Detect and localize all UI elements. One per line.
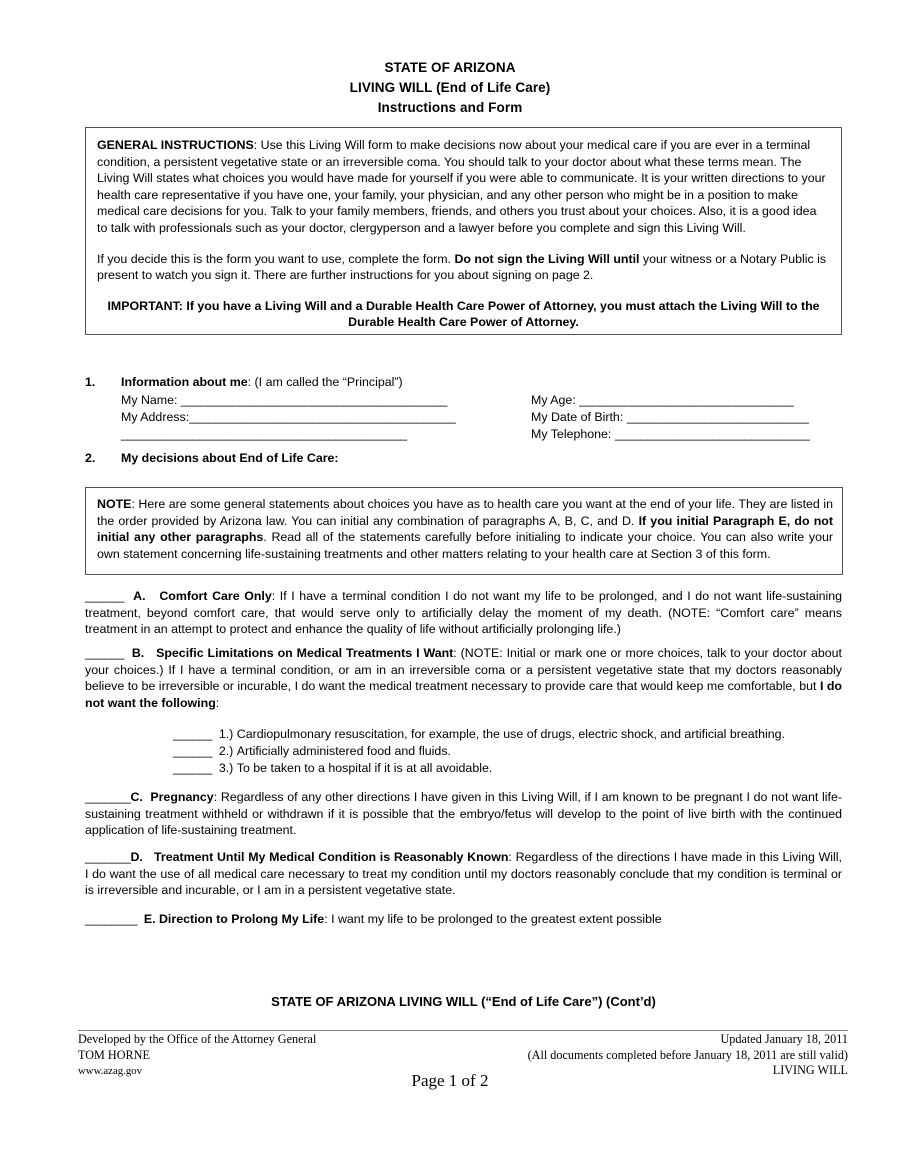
note-box (85, 487, 843, 575)
general-instructions-text-2b: your witness or a Notary Public is present to watch you sign it. There are further instructions for you about signing on page 2. (97, 251, 827, 283)
choice-c-letter: C. (130, 790, 143, 804)
choice-e-text: : I want my life to be prolonged to the greatest extent possible (324, 912, 662, 926)
choice-c-initial-blank[interactable]: _______ (85, 790, 131, 804)
my-dob-label: My Date of Birth: (531, 409, 627, 424)
title-line-state: STATE OF ARIZONA (384, 60, 516, 75)
choice-b-sub-items (85, 726, 842, 776)
sub-item-1[interactable] (85, 726, 842, 743)
general-instructions-label: GENERAL INSTRUCTIONS (97, 138, 254, 152)
choice-b-text-a: : (NOTE: Initial or mark one or more choices, talk to your doctor about your choices.) If I have a terminal condition, or am in an irreversible coma or a persistent vegetative state that my doctors reasonably believe to be irreversible or incurable, I do want the medical treatment necessary to provide care that would keep me comfortable, but (85, 646, 842, 694)
general-instructions-text-2a: If you decide this is the form you want to use, complete the form. (97, 251, 455, 266)
choice-a-text: : If I have a terminal condition I do not want my life to be prolonged, and I do not want life-sustaining treatment, beyond comfort care, that would serve only to artificially delay the moment of my death. (NOTE: “Comfort care” means treatment in an attempt to protect and enhance the quality of life without artificially prolonging life.) (85, 589, 843, 637)
footer-divider (78, 1030, 848, 1031)
my-age-rule: _________________________________ (579, 392, 794, 407)
field-my-address-line2[interactable] (121, 426, 407, 443)
sub-item-1-text: Cardiopulmonary resuscitation, for example, the use of drugs, electric shock, and artificial breathing. (236, 727, 785, 741)
choice-a-letter: A. (133, 589, 146, 603)
general-instructions-paragraph-1 (97, 137, 830, 237)
field-my-date-of-birth[interactable] (531, 409, 808, 426)
my-age-label: My Age: (531, 392, 580, 407)
my-name-rule: _________________________________________ (180, 392, 448, 407)
choice-d-treatment-until-condition-known[interactable] (85, 849, 842, 899)
do-not-sign-emphasis: Do not sign the Living Will until (454, 251, 640, 266)
my-address-rule: _________________________________________ (189, 409, 456, 424)
choice-e-initial-blank[interactable]: ________ (85, 912, 137, 926)
my-name-label: My Name: (121, 392, 181, 407)
sub-item-3-number: 3.) (218, 760, 234, 775)
general-instructions-text-1: : Use this Living Will form to make decisions now about your medical care if you are ever in a terminal condition, a persistent vegetative state or an irreversible coma. You should talk to your doctor about what these terms mean. The Living Will states what choices you would have made for yourself if you were able to communicate. It is your written directions to your health care representative if you have one, your family, your physician, and any other person who might be in a position to make medical care decisions for you. Talk to your family members, friends, and others you trust about your choices. Also, it is a good idea to talk with professionals such as your doctor, clergyperson and a lawyer before you complete and sign this Living Will. (97, 138, 826, 235)
footer-updated-date: Updated January 18, 2011 (720, 1032, 848, 1046)
section-2-my-decisions (85, 450, 585, 467)
choice-c-text: : Regardless of any other directions I have given in this Living Will, if I am known to be pregnant I do not want life-sustaining treatment withheld or withdrawn if it is possible that the embryo/fetus will develop to the point of live birth with the continued application of life-sustaining treatment. (85, 790, 843, 838)
document-title (85, 58, 815, 118)
my-address-label: My Address: (121, 409, 190, 424)
note-label: NOTE (97, 497, 132, 511)
general-instructions-box (85, 127, 842, 335)
sub-item-2[interactable] (85, 743, 842, 760)
note-text-a: : Here are some general statements about choices you have as to health care you want at the end of your life. They are listed in the order provided by Arizona law. You can initial any combination of paragraphs A, B, C, and D. (97, 497, 833, 528)
choice-b-emphasis: I do not want the following (85, 679, 842, 710)
choice-d-initial-blank[interactable]: _______ (85, 850, 131, 864)
choice-c-title: Pregnancy (150, 790, 214, 804)
sub-item-3-text: To be taken to a hospital if it is at all avoidable. (236, 760, 493, 775)
choice-c-pregnancy[interactable] (85, 789, 842, 839)
choice-e-title: E. Direction to Prolong My Life (143, 912, 325, 926)
field-my-telephone[interactable] (531, 426, 810, 443)
footer-document-type: LIVING WILL (772, 1063, 848, 1077)
sub-item-1-number: 1.) (218, 727, 234, 741)
section-2-number: 2. (85, 451, 96, 465)
choice-b-title: Specific Limitations on Medical Treatments I Want (156, 646, 454, 660)
choice-b-specific-limitations[interactable] (85, 645, 842, 711)
section-1-heading-bold: Information about me (121, 375, 248, 389)
general-instructions-paragraph-2 (97, 251, 830, 284)
section-1-heading (121, 374, 403, 391)
field-my-address[interactable] (121, 409, 455, 426)
sub-item-3[interactable] (85, 760, 842, 777)
section-2-heading (121, 450, 339, 467)
sub-item-1-blank[interactable]: ______ (173, 727, 212, 741)
choice-b-text-b: : (215, 695, 220, 710)
section-1-heading-rest: : (I am called the “Principal”) (247, 375, 403, 389)
sub-item-2-number: 2.) (218, 743, 234, 758)
choice-d-title: Treatment Until My Medical Condition is Reasonably Known (154, 850, 509, 864)
choice-e-direction-to-prolong-life[interactable] (85, 911, 842, 928)
principal-fields (85, 392, 855, 444)
choice-d-text: : Regardless of the directions I have made in this Living Will, I do want the use of all medical care necessary to treat my condition until my doctors reasonably conclude that my condition is terminal or is irreversible and incurable, or I am in a persistent vegetative state. (85, 850, 842, 898)
choice-a-comfort-care-only[interactable] (85, 588, 842, 638)
sub-item-2-blank[interactable]: ______ (173, 743, 212, 758)
note-emphasis: If you initial Paragraph E, do not initial any other paragraphs (97, 513, 833, 545)
my-dob-rule: ____________________________ (626, 409, 809, 424)
footer-validity-note: (All documents completed before January 18, 2011 are still valid) (527, 1047, 848, 1062)
field-my-name[interactable] (121, 392, 447, 409)
sub-item-2-text: Artificially administered food and fluids. (236, 743, 451, 758)
footer-attorney-general-name: TOM HORNE (78, 1047, 150, 1062)
footer-website-url[interactable]: www.azag.gov (78, 1065, 143, 1077)
choice-b-initial-blank[interactable]: ______ (85, 646, 124, 660)
my-address-rule-2: ____________________________________________ (121, 426, 407, 441)
choice-a-title: Comfort Care Only (159, 589, 272, 603)
continuation-heading: STATE OF ARIZONA LIVING WILL (“End of Life Care”) (Cont’d) (271, 994, 656, 1009)
choice-d-letter: D. (130, 850, 143, 864)
field-my-age[interactable] (531, 392, 793, 409)
my-telephone-rule: ______________________________ (614, 426, 810, 441)
section-1-information-about-me (85, 374, 855, 444)
page-number: Page 1 of 2 (411, 1071, 489, 1090)
note-text-b: . Read all of the statements carefully before initialing to indicate your choice. You can also write your own statement concerning life-sustaining treatments and other matters relating to your health care at Section 3 of this form. (97, 530, 834, 561)
footer-left-block (78, 1032, 316, 1063)
note-paragraph (97, 496, 833, 562)
section-1-number: 1. (85, 375, 96, 389)
title-line-instructions: Instructions and Form (377, 100, 523, 115)
choice-b-letter: B. (131, 646, 145, 660)
footer-developed-by: Developed by the Office of the Attorney General (78, 1032, 317, 1046)
general-instructions-important (97, 298, 830, 331)
section-2-heading-bold: My decisions about End of Life Care: (121, 451, 339, 465)
sub-item-3-blank[interactable]: ______ (173, 760, 212, 775)
important-notice-text: IMPORTANT: If you have a Living Will and a Durable Health Care Power of Attorney, you must attach the Living Will to the Durable Health Care Power of Attorney. (107, 298, 820, 330)
choice-a-initial-blank[interactable]: ______ (85, 589, 124, 603)
title-line-livingwill: LIVING WILL (End of Life Care) (349, 80, 551, 95)
my-telephone-label: My Telephone: (531, 426, 615, 441)
